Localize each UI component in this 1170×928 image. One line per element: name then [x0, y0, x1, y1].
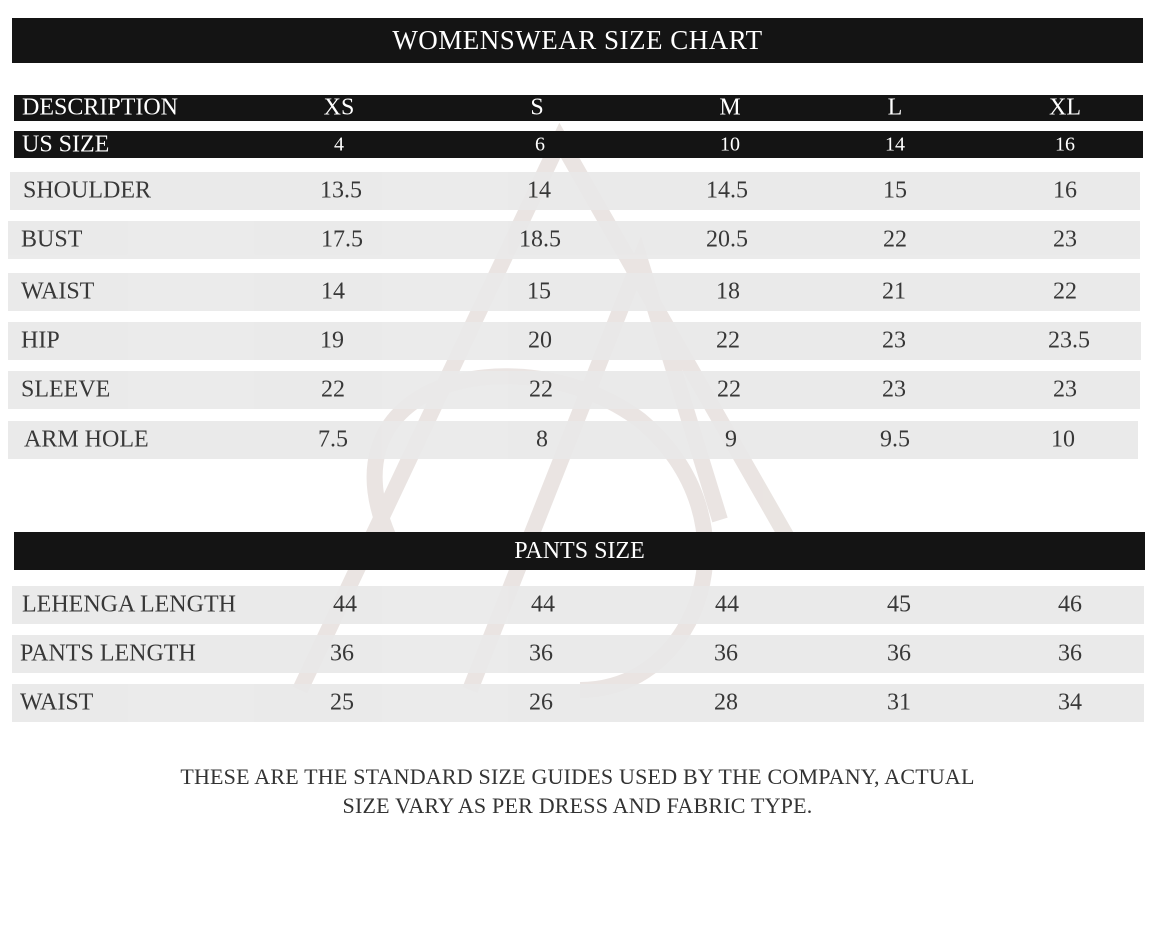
cell-value: 31: [887, 689, 911, 716]
measure-row-arm-hole: [8, 421, 1138, 459]
cell-value: 9: [725, 426, 737, 453]
cell-value: 22: [321, 376, 345, 403]
cell-value: 36: [887, 640, 911, 667]
disclaimer-line: THESE ARE THE STANDARD SIZE GUIDES USED BY THE COMPANY, ACTUAL: [180, 764, 975, 789]
us-size-row: [14, 131, 1143, 158]
cell-value: 34: [1058, 689, 1082, 716]
row-label: BUST: [21, 226, 83, 253]
cell-value: 14.5: [706, 177, 748, 204]
cell-value: 14: [527, 177, 551, 204]
cell-value: 13.5: [320, 177, 362, 204]
cell-value: 22: [716, 327, 740, 354]
measure-row-hip: [8, 322, 1141, 360]
row-label: SLEEVE: [21, 376, 111, 403]
us-size-value: 4: [334, 133, 344, 155]
cell-value: 25: [330, 689, 354, 716]
row-label: WAIST: [20, 689, 94, 716]
cell-value: 22: [529, 376, 553, 403]
size-l: L: [887, 94, 903, 121]
us-size-value: 6: [535, 133, 545, 155]
disclaimer-line: SIZE VARY AS PER DRESS AND FABRIC TYPE.: [342, 793, 813, 818]
cell-value: 23: [882, 376, 906, 403]
header-label: DESCRIPTION: [22, 94, 179, 121]
cell-value: 20: [528, 327, 552, 354]
size-header-row: [14, 95, 1143, 121]
cell-value: 46: [1058, 591, 1082, 618]
size-disclaimer: [100, 762, 1055, 820]
cell-value: 16: [1053, 177, 1077, 204]
cell-value: 44: [333, 591, 357, 618]
us-size-value: 14: [885, 133, 905, 155]
pants-row-lehenga-length: [12, 586, 1144, 624]
cell-value: 22: [1053, 278, 1077, 305]
cell-value: 15: [883, 177, 907, 204]
cell-value: 14: [321, 278, 345, 305]
size-s: S: [530, 94, 544, 121]
measure-row-sleeve: [8, 371, 1140, 409]
us-size-label: US SIZE: [22, 131, 110, 157]
cell-value: 23: [1053, 376, 1077, 403]
us-size-value: 10: [720, 133, 740, 155]
cell-value: 18: [716, 278, 740, 305]
cell-value: 36: [529, 640, 553, 667]
cell-value: 9.5: [880, 426, 910, 453]
cell-value: 22: [883, 226, 907, 253]
cell-value: 36: [1058, 640, 1082, 667]
cell-value: 36: [714, 640, 738, 667]
measure-row-waist: [8, 273, 1140, 311]
cell-value: 17.5: [321, 226, 363, 253]
cell-value: 18.5: [519, 226, 561, 253]
cell-value: 23: [1053, 226, 1077, 253]
pants-title: PANTS SIZE: [514, 537, 645, 564]
cell-value: 23.5: [1048, 327, 1090, 354]
cell-value: 36: [330, 640, 354, 667]
cell-value: 23: [882, 327, 906, 354]
cell-value: 26: [529, 689, 553, 716]
cell-value: 28: [714, 689, 738, 716]
cell-value: 8: [536, 426, 548, 453]
size-xs: XS: [323, 94, 355, 121]
size-xl: XL: [1049, 94, 1081, 121]
pants-row-waist: [12, 684, 1144, 722]
chart-title: WOMENSWEAR SIZE CHART: [392, 25, 763, 55]
pants-size-bar: [14, 532, 1145, 570]
cell-value: 22: [717, 376, 741, 403]
measure-row-shoulder: [10, 172, 1140, 210]
cell-value: 10: [1051, 426, 1075, 453]
cell-value: 44: [531, 591, 555, 618]
us-size-value: 16: [1055, 133, 1075, 155]
size-m: M: [719, 94, 741, 121]
chart-title-bar: [12, 18, 1143, 63]
row-label: SHOULDER: [23, 177, 152, 204]
row-label: WAIST: [21, 278, 95, 305]
cell-value: 21: [882, 278, 906, 305]
cell-value: 19: [320, 327, 344, 354]
cell-value: 45: [887, 591, 911, 618]
cell-value: 20.5: [706, 226, 748, 253]
row-label: PANTS LENGTH: [20, 640, 196, 667]
pants-row-pants-length: [12, 635, 1144, 673]
row-label: HIP: [21, 327, 60, 354]
measure-row-bust: [8, 221, 1140, 259]
cell-value: 7.5: [318, 426, 348, 453]
row-label: ARM HOLE: [24, 426, 149, 453]
row-label: LEHENGA LENGTH: [22, 591, 236, 618]
cell-value: 44: [715, 591, 739, 618]
cell-value: 15: [527, 278, 551, 305]
